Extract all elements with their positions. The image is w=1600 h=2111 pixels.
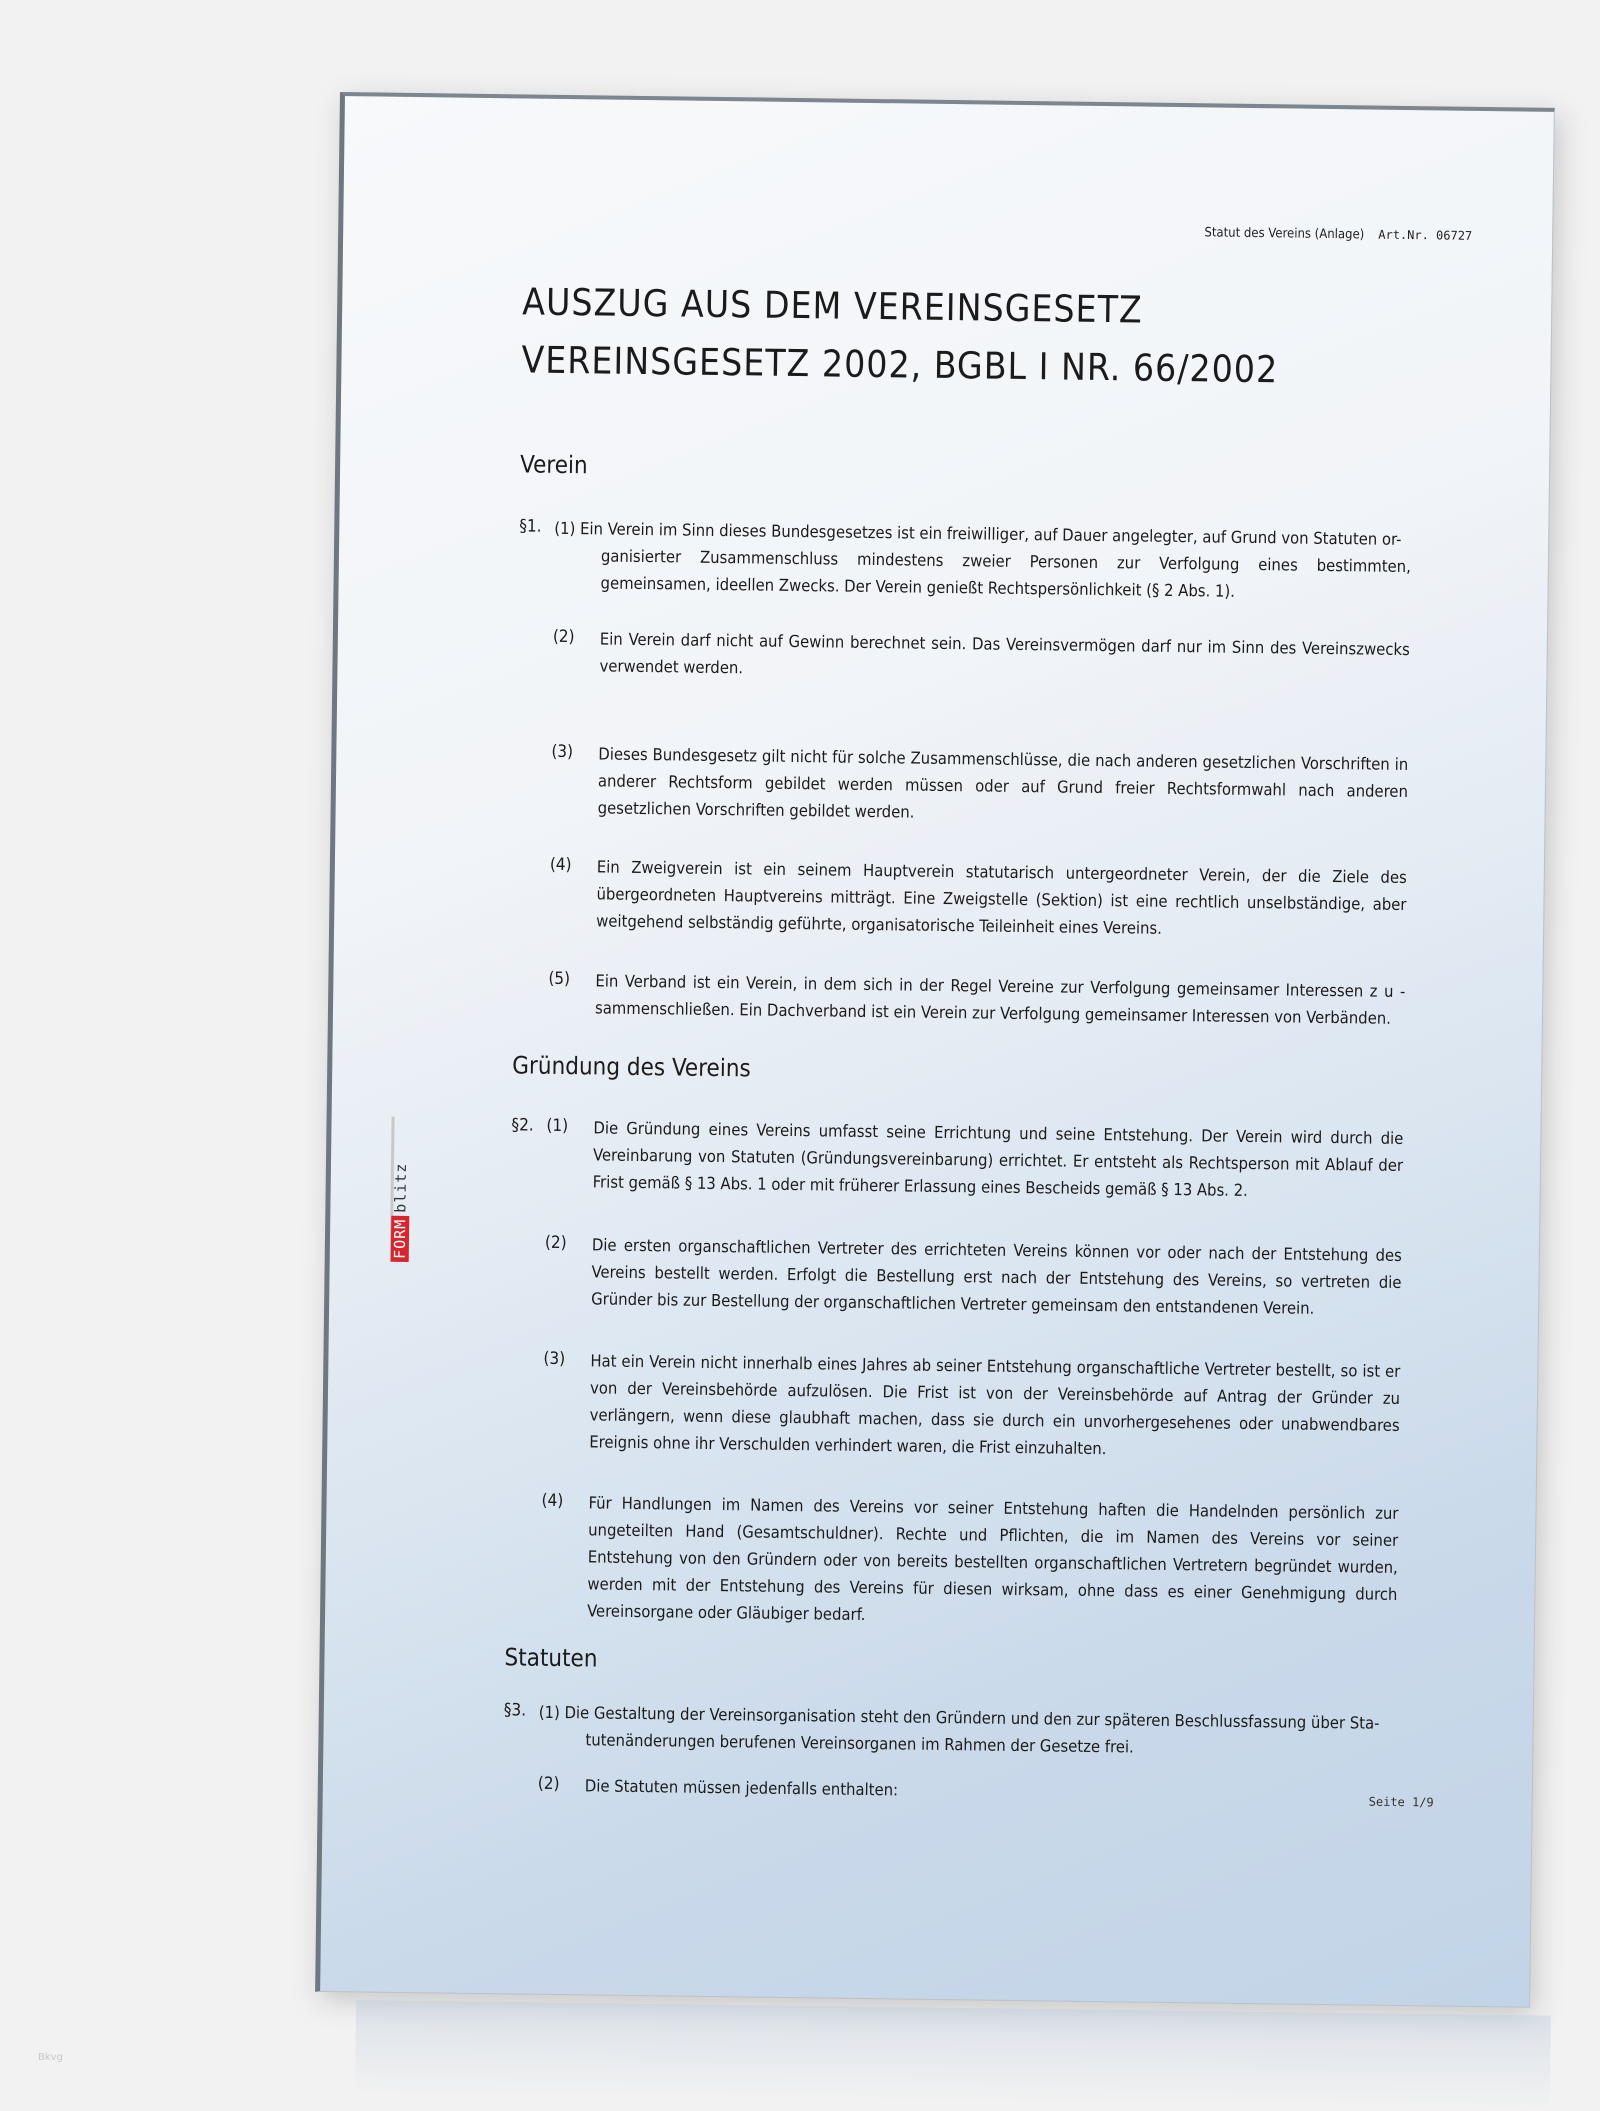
s1-paragraph-5: Ein Verband ist ein Verein, in dem sich in der Regel Vereine zur Verfolgung gemeinsamer Interessen z u - sammenschließen. Ein Dachverband ist ein Verein zur Verfolgung gemeinsamer Interessen von Verbänden. — [594, 971, 1406, 1028]
s1-p1-first-line: (1) Ein Verein im Sinn dieses Bundesgesetzes ist ein freiwilliger, auf Dauer angelegter, auf Grund von Statuten or- — [554, 518, 1402, 549]
section-heading-statuten: Statuten — [504, 1643, 598, 1673]
document-page — [315, 92, 1555, 2008]
s2-paragraph-3: Hat ein Verein nicht innerhalb eines Jahres ab seiner Entstehung organschaftliche Vertreter bestellt, so ist er von der Vereinsbehörde aufzulösen. Die Frist ist von der Vereinsbehörde auf Antrag der Gründer zu verlängern, wenn diese glaubhaft machen, dass sie durch ein unvorhergesehenes oder unabwendbares Ereignis ohne ihr Verschulden verhindert waren, die Frist einzuhalten. — [589, 1351, 1401, 1459]
s2-paragraph-2: Die ersten organschaftlichen Vertreter des errichteten Vereins können vor oder nach der Entstehung des Vereins bestellt werden. Erfolgt die Bestellung erst nach der Entstehung des Vereins, so vertreten die Gründer bis zur Bestellung der organschaftlichen Vertreter gemeinsam den entstandenen Verein. — [591, 1235, 1402, 1318]
document-header — [1204, 225, 1472, 244]
s1-number-5: (5) — [548, 968, 571, 990]
s3-p1-first-line: (1) Die Gestaltung der Vereinsorganisation steht den Gründern und den zur späteren Beschlussfassung über Sta- — [538, 1702, 1380, 1733]
document-name: Statut des Vereins (Anlage) — [1204, 225, 1365, 243]
watermark: Bkvg — [38, 2052, 63, 2063]
s1-number-2: (2) — [552, 626, 575, 648]
title-line-1: AUSZUG AUS DEM VEREINSGESETZ — [521, 280, 1144, 332]
s1-paragraph-2: Ein Verein darf nicht auf Gewinn berechnet sein. Das Vereinsvermögen darf nur im Sinn des Vereinszwecks verwendet werden. — [599, 629, 1410, 678]
page-reflection — [355, 2000, 1551, 2111]
s1-paragraph-4: Ein Zweigverein ist ein seinem Hauptverein statutarisch untergeordneter Verein, der die Ziele des übergeordneten Hauptvereins mitträgt. Eine Zweigstelle (Sektion) ist eine rechtlich unselbständige, aber weitgehend selbständig geführte, organisatorische Teileinheit eines Vereins. — [596, 857, 1407, 938]
formblitz-logo — [390, 1117, 414, 1262]
document-title — [521, 273, 1279, 399]
s2-paragraph-4: Für Handlungen im Namen des Vereins vor seiner Entstehung haften die Handelnden persönlich zur ungeteilten Hand (Gesamtschuldner). Rechte und Pflichten, die im Namen des Vereins vor seiner Entstehung von den Gründern oder von bereits bestellten organschaftlichen Vertretern begründet wurden, werden mit der Entstehung des Vereins für diesen wirksam, ohne dass es einer Genehmigung durch Vereinsorgane oder Gläubiger bedarf. — [587, 1493, 1399, 1625]
title-line-2: VEREINSGESETZ 2002, BGBL I NR. 66/2002 — [521, 338, 1279, 392]
s2-number-2: (2) — [544, 1232, 567, 1254]
section-number-1: §1. — [519, 516, 542, 537]
s3-p1-rest: tutenänderungen berufenen Vereinsorganen im Rahmen der Gesetze frei. — [585, 1730, 1134, 1757]
s1-p1-rest: ganisierter Zusammenschluss mindestens zweier Personen zur Verfolgung eines bestimmten, gemeinsamen, ideellen Zwecks. Der Verein genießt Rechtspersönlichkeit (§ 2 Abs. 1). — [600, 546, 1412, 601]
s2-number-4: (4) — [541, 1490, 564, 1512]
article-number: Art.Nr. 06727 — [1378, 227, 1473, 243]
s3-number-2: (2) — [537, 1773, 560, 1795]
s1-paragraph-3: Dieses Bundesgesetz gilt nicht für solche Zusammenschlüsse, die nach anderen gesetzlichen Vorschriften in anderer Rechtsform gebildet werden müssen oder auf Grund freier Rechtsformwahl nach anderen gesetzlichen Vorschriften gebildet werden. — [597, 744, 1409, 822]
logo-wordmark — [390, 1159, 411, 1262]
s3-paragraph-1 — [538, 1699, 1396, 1764]
s1-number-4: (4) — [549, 854, 572, 876]
s2-number-1: (1) — [546, 1115, 569, 1137]
s3-paragraph-2: Die Statuten müssen jedenfalls enthalten: — [584, 1776, 899, 1800]
section-number-3: §3. — [503, 1700, 527, 1721]
s2-paragraph-1: Die Gründung eines Vereins umfasst seine Errichtung und seine Entstehung. Der Verein wird durch die Vereinbarung von Statuten (Gründungsvereinbarung) errichtet. Er entsteht als Rechtsperson mit Ablauf der Frist gemäß § 13 Abs. 1 oder mit früherer Erlassung eines Bescheids gemäß § 13 Abs. 2. — [592, 1118, 1404, 1200]
logo-part-form: FORM — [391, 1216, 410, 1262]
s1-paragraph-1 — [553, 515, 1411, 607]
section-heading-gruendung: Gründung des Vereins — [512, 1051, 751, 1083]
section-heading-verein: Verein — [519, 450, 588, 480]
s2-number-3: (3) — [543, 1348, 566, 1370]
section-number-2: §2. — [511, 1115, 534, 1136]
s1-number-3: (3) — [551, 741, 574, 763]
page-number: Seite 1/9 — [1368, 1794, 1434, 1810]
logo-part-blitz: blitz — [391, 1162, 410, 1213]
